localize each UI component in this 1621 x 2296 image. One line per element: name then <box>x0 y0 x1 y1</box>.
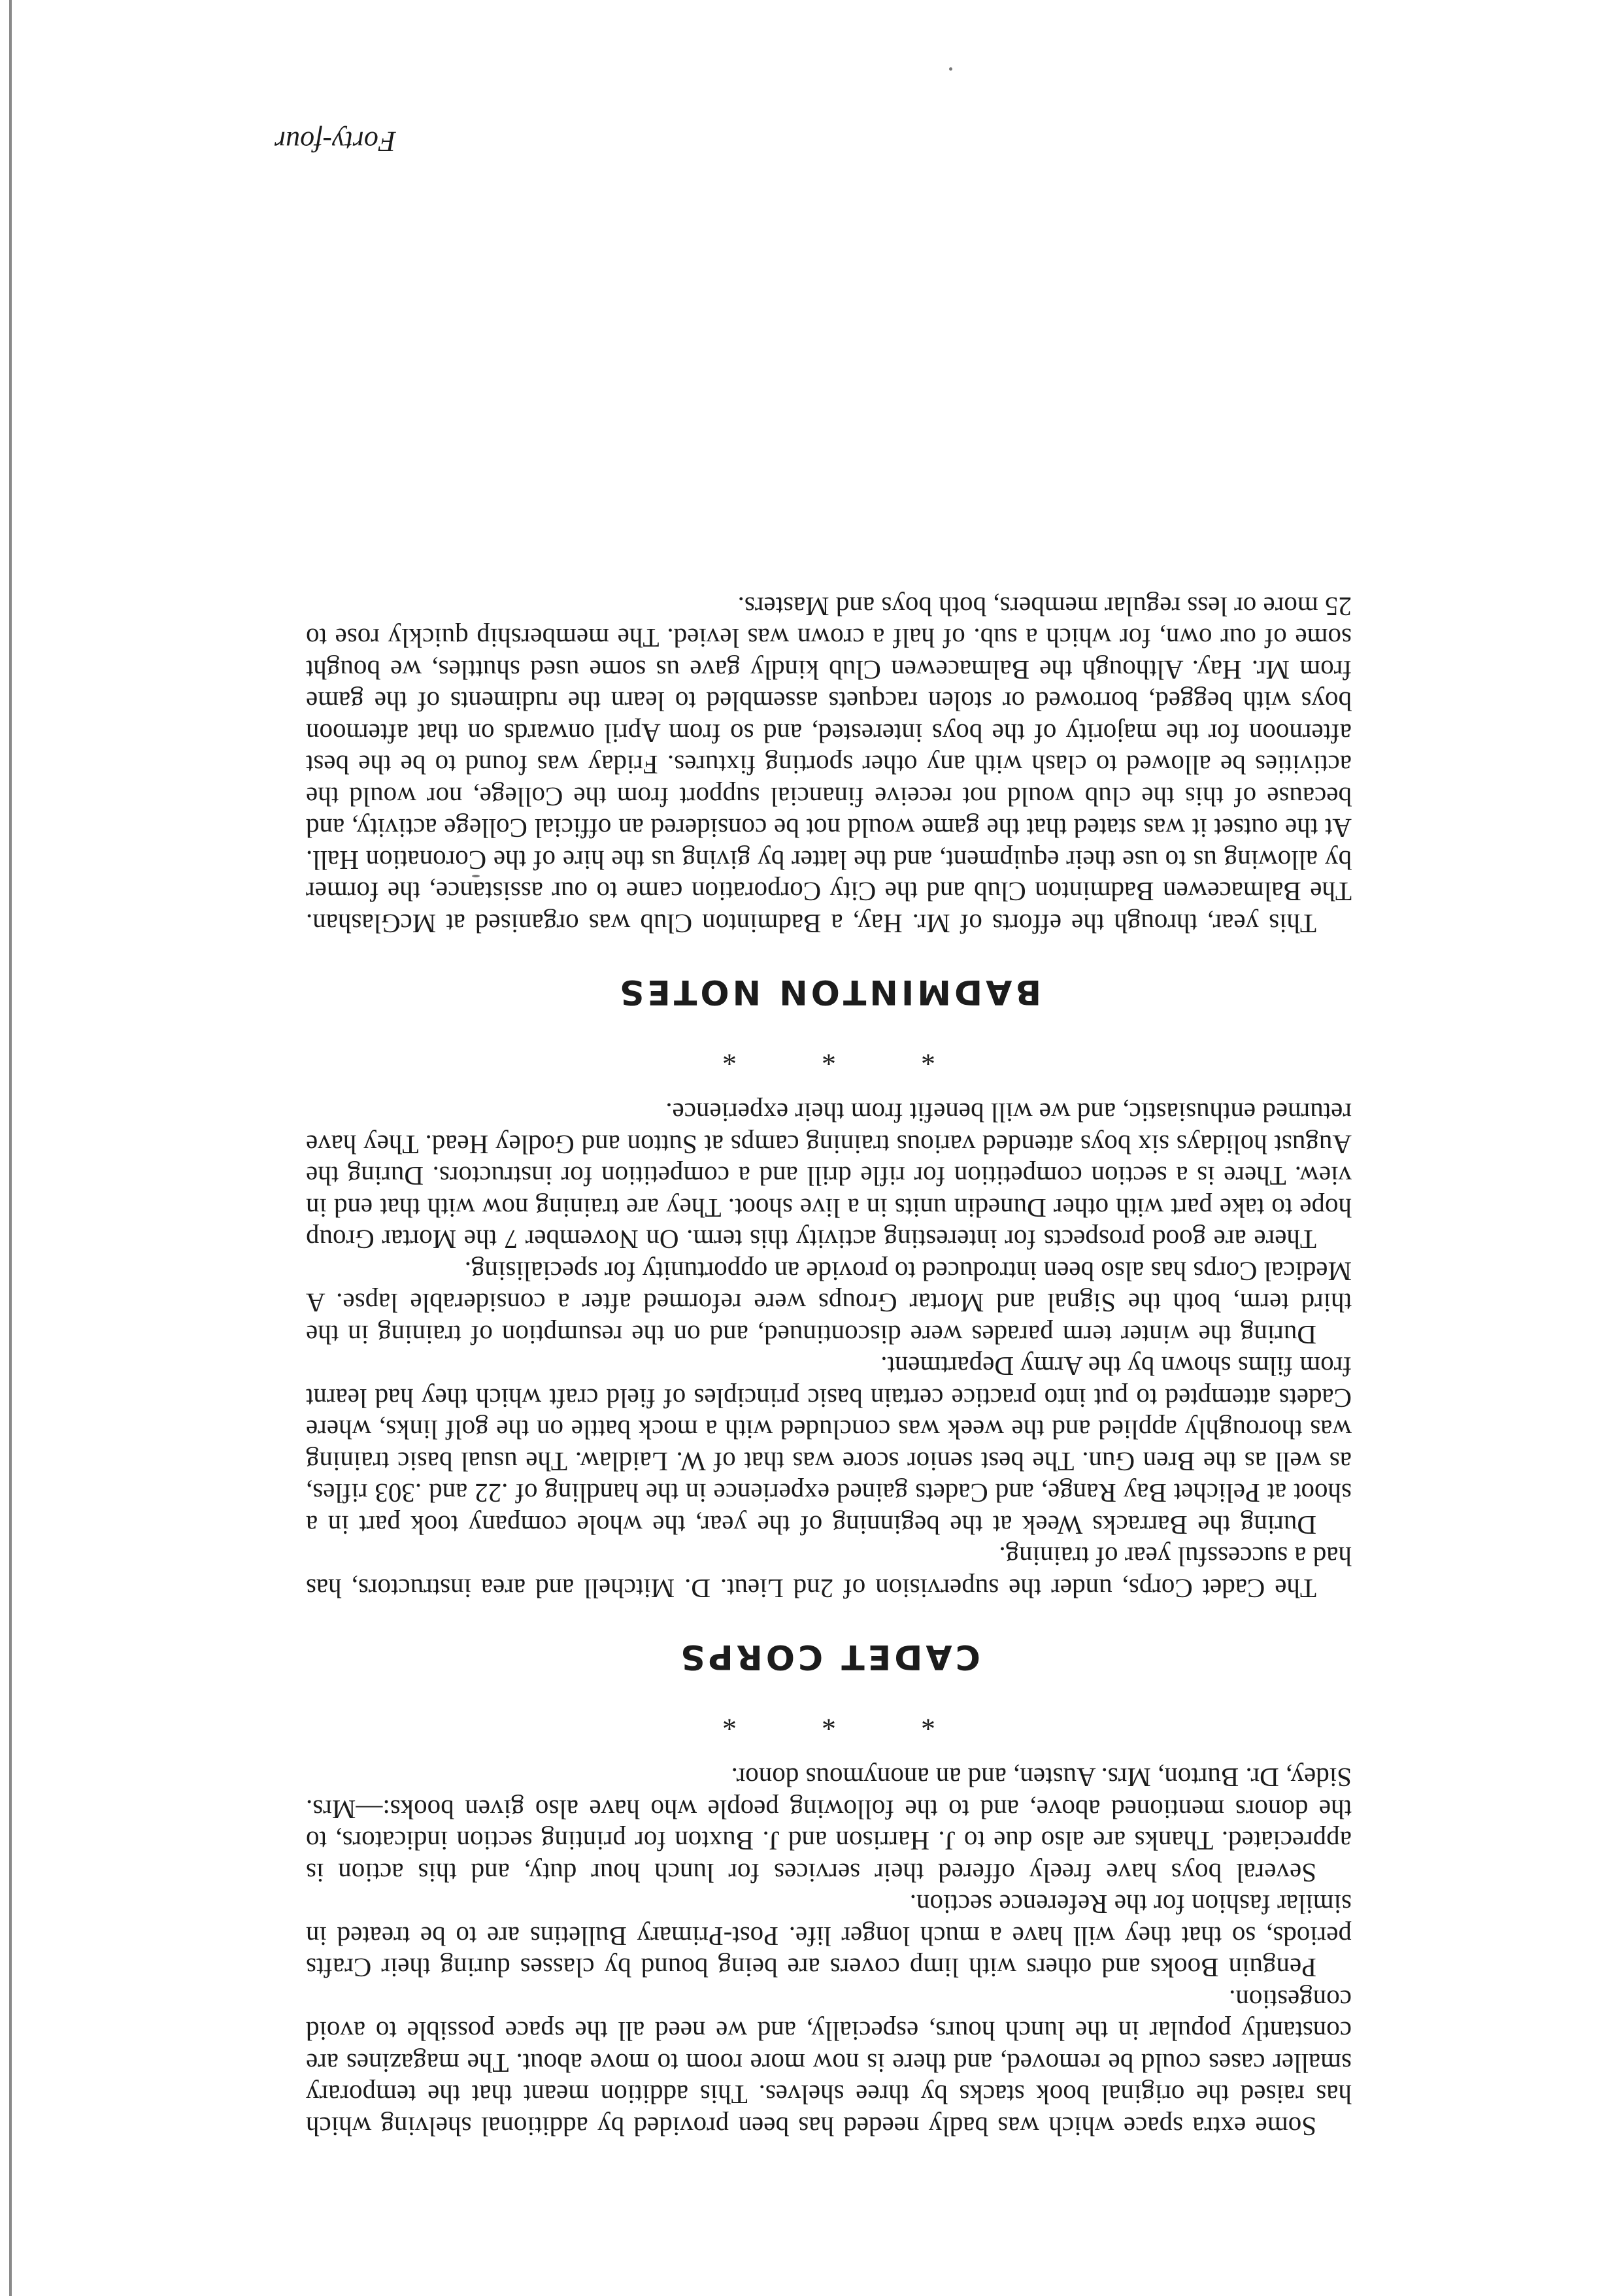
page-number: Forty-four <box>275 126 396 158</box>
badminton-section <box>306 591 1352 1012</box>
text-column <box>306 591 1352 2143</box>
separator-star: * <box>722 1039 737 1072</box>
separator-star: * <box>921 1039 935 1072</box>
library-paragraph: Some extra space which was badly needed has been provided by additional shelving which has raised the original book stacks by three shelves. This addition meant that the temporary smaller cases could be removed, and there is now more room to move about. The magazines are constantly popular in the lunch hours, especially, and we need all the space possible to avoid congestion. <box>306 1985 1352 2142</box>
cadet-paragraph: During the winter term parades were discontinued, and on the resumption of training in the third term, both the Signal and Mortar Groups were reformed after a considerable lapse. A Medical Corps has also been introduced to provide an opportunity for specialising. <box>306 1257 1352 1350</box>
cadet-paragraph: There are good prospects for interesting activity this term. On November 7 the Mortar Group hope to take part with other Dunedin units in a live shoot. They are training now with that end in view. There is a section competition for rifle drill and a competition for instructors. During the August holidays six boys attended various training camps at Sutton and Godley Head. They have returned enthusiastic, and we will benefit from their experience. <box>306 1098 1352 1255</box>
badminton-heading: BADMINTON NOTES <box>616 972 1042 1012</box>
cadet-paragraph: The Cadet Corps, under the supervision of 2nd Lieut. D. Mitchell and area instructors, has had a successful year of training. <box>306 1542 1352 1604</box>
library-paragraph: Several boys have freely offered their services for lunch hour duty, and this action is appreciated. Thanks are also due to J. Harrison and J. Buxton for printing section indicators, to the donors mentioned above, and to the following people who have also given books:—Mrs. Sidey, Dr. Burton, Mrs. Austen, and an anonymous donor. <box>306 1763 1352 1888</box>
cadet-heading: CADET CORPS <box>677 1637 980 1677</box>
cadet-paragraph: During the Barracks Week at the beginning of the year, the whole company took part in a shoot at Pelichet Bay Range, and Cadets gained experience in the handling of .22 and .303 rifles, as well as the Bren Gun. The best senior score was that of W. Laidlaw. The usual basic training was thoroughly applied and the week was concluded with a mock battle on the golf links, where Cadets attempted to put into practice certain basic principles of field craft which they had learnt from films shown by the Army Department. <box>306 1351 1352 1540</box>
badminton-paragraph: This year, through the efforts of Mr. Hay, a Badminton Club was organised at McGlashan. The Balmacewen Badminton Club and the City Corporation came to our assistance, the former by allowing us to use their equipment, and the latter by giving us the hire of the Coronation Hall. At the outset it was stated that the game would not be considered an official College activity, and because of this the club would not receive financial support from the College, nor would the activities be allowed to clash with any other sporting fixtures. Friday was found to be the best afternoon for the majority of the boys interested, and so from April onwards on that afternoon boys with begged, borrowed or stolen racquets assembled to learn the rudiments of the game from Mr. Hay. Although the Balmacewen Club kindly gave us some used shuttles, we bought some of our own, for which a sub. of half a crown was levied. The membership quickly rose to 25 more or less regular members, both boys and Masters. <box>306 592 1352 939</box>
separator-star: * <box>822 1704 836 1736</box>
separator-star: * <box>722 1704 737 1736</box>
separator-star: * <box>822 1039 836 1072</box>
separator-star: * <box>921 1704 935 1736</box>
cadet-section <box>306 1097 1352 1677</box>
section-separator <box>306 1039 1352 1072</box>
library-paragraph: Penguin Books and others with limp covers are being bound by classes during their Crafts periods, so that they will have a much longer life. Post-Primary Bulletins are to be treated in similar fashion for the Reference section. <box>306 1889 1352 1984</box>
section-separator <box>306 1704 1352 1736</box>
library-section <box>306 1762 1352 2142</box>
